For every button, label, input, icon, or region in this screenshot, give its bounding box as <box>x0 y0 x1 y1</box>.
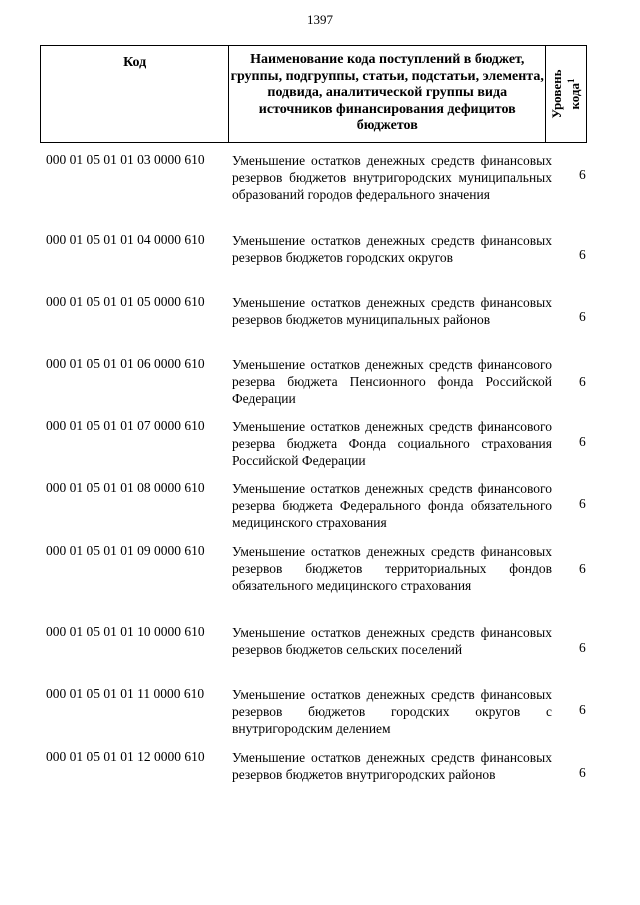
row-name: Уменьшение остатков денежных средств финансовых резервов бюджетов территориальных фондов обязательного медицинского страхования <box>232 544 552 593</box>
row-code: 000 01 05 01 01 12 0000 610 <box>46 749 205 764</box>
table-row <box>46 418 606 469</box>
row-code: 000 01 05 01 01 05 0000 610 <box>46 294 205 309</box>
row-level: 6 <box>579 247 586 262</box>
header-name: Наименование кода поступлений в бюджет, группы, подгруппы, статьи, подстатьи, элемента, подвида, аналитической группы вида источников финансирования дефицитов бюджетов <box>229 46 546 142</box>
table-row <box>46 480 606 531</box>
row-code: 000 01 05 01 01 08 0000 610 <box>46 480 205 495</box>
row-code: 000 01 05 01 01 10 0000 610 <box>46 624 205 639</box>
header-level-footnote: 1 <box>565 78 576 83</box>
row-name: Уменьшение остатков денежных средств финансового резерва бюджета Пенсионного фонда Российской Федерации <box>232 357 552 406</box>
row-name: Уменьшение остатков денежных средств финансового резерва бюджета Федерального фонда обязательного медицинского страхования <box>232 481 552 530</box>
table-header <box>40 45 587 143</box>
row-code: 000 01 05 01 01 07 0000 610 <box>46 418 205 433</box>
row-level: 6 <box>579 309 586 324</box>
row-level: 6 <box>579 167 586 182</box>
header-level-line1: Уровень <box>548 69 564 119</box>
table-row <box>46 543 606 594</box>
table-row <box>46 152 606 203</box>
row-code: 000 01 05 01 01 11 0000 610 <box>46 686 205 701</box>
row-name: Уменьшение остатков денежных средств финансовых резервов бюджетов внутригородских районов <box>232 750 552 782</box>
table-row <box>46 294 606 328</box>
page-number: 1397 <box>307 12 333 27</box>
row-code: 000 01 05 01 01 03 0000 610 <box>46 152 205 167</box>
row-name: Уменьшение остатков денежных средств финансовых резервов бюджетов сельских поселений <box>232 625 552 657</box>
table-row <box>46 624 606 658</box>
table-row <box>46 356 606 407</box>
row-level: 6 <box>579 374 586 389</box>
row-name: Уменьшение остатков денежных средств финансовых резервов бюджетов городских округов <box>232 233 552 265</box>
table-row <box>46 686 606 737</box>
row-code: 000 01 05 01 01 09 0000 610 <box>46 543 205 558</box>
row-code: 000 01 05 01 01 06 0000 610 <box>46 356 205 371</box>
row-level: 6 <box>579 640 586 655</box>
row-level: 6 <box>579 765 586 780</box>
table-row <box>46 749 606 783</box>
row-level: 6 <box>579 434 586 449</box>
row-name: Уменьшение остатков денежных средств финансового резерва бюджета Фонда социального страхования Российской Федерации <box>232 419 552 468</box>
header-code: Код <box>41 46 229 142</box>
row-name: Уменьшение остатков денежных средств финансовых резервов бюджетов городских округов с внутригородским делением <box>232 687 552 736</box>
table-row <box>46 232 606 266</box>
row-code: 000 01 05 01 01 04 0000 610 <box>46 232 205 247</box>
row-level: 6 <box>579 702 586 717</box>
row-name: Уменьшение остатков денежных средств финансовых резервов бюджетов муниципальных районов <box>232 295 552 327</box>
row-name: Уменьшение остатков денежных средств финансовых резервов бюджетов внутригородских муниципальных образований городов федерального значения <box>232 153 552 202</box>
header-level <box>546 46 586 142</box>
header-level-line2: кода <box>567 82 583 110</box>
row-level: 6 <box>579 496 586 511</box>
row-level: 6 <box>579 561 586 576</box>
